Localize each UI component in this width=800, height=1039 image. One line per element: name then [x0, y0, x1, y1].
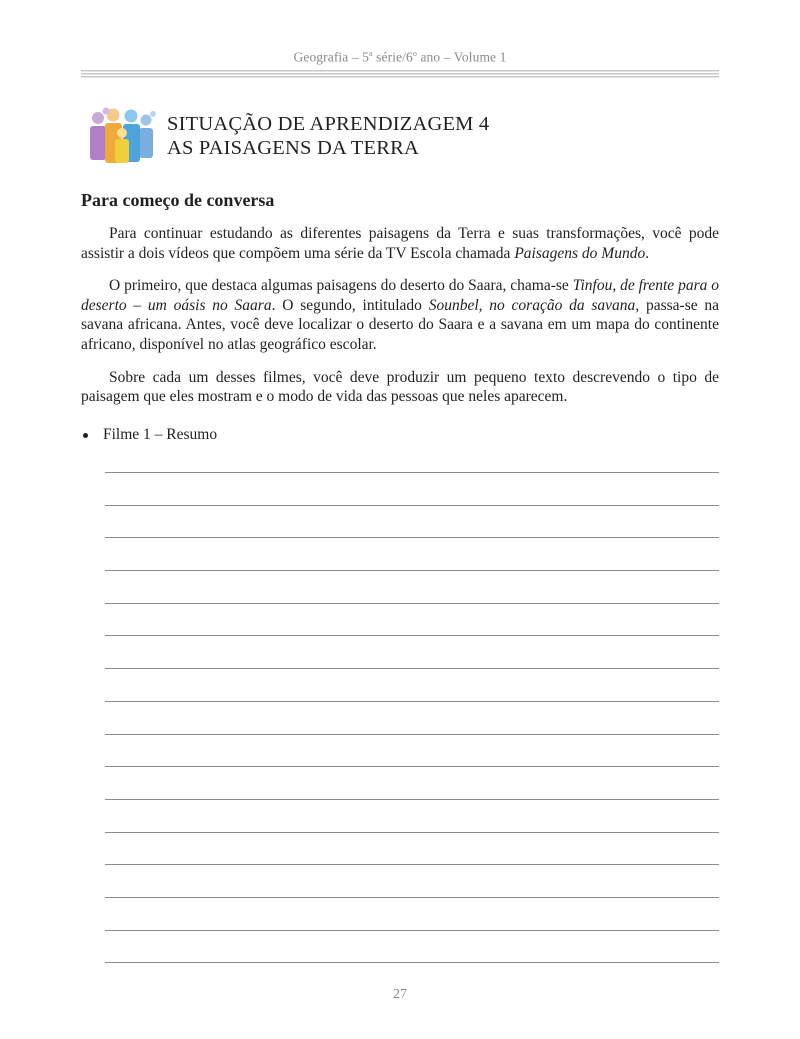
learning-situation-title: [167, 112, 489, 160]
writing-line[interactable]: [105, 799, 719, 800]
writing-line[interactable]: [105, 635, 719, 636]
title-line-1: SITUAÇÃO DE APRENDIZAGEM 4: [167, 113, 490, 135]
bullet-icon: [83, 433, 88, 438]
running-header: Geografia – 5$^a$ série/6$^o$ ano – Volume 1: [293, 49, 507, 65]
paragraph-3: Sobre cada um desses filmes, você deve produzir um pequeno texto descrevendo o tipo de paisagem que eles mostram e o modo de vida das pessoas que neles aparecem.: [81, 368, 719, 406]
title-block: [83, 106, 489, 166]
people-figures-icon: [83, 106, 159, 166]
header-rule: [81, 70, 719, 79]
writing-line[interactable]: [105, 603, 719, 604]
paragraph-2: O primeiro, que destaca algumas paisagens do deserto do Saara, chama-se Tinfou, de frente para o deserto – um oásis no Saara. O segundo, intitulado Sounbel, no coração da savana, passa-se na savana africana. Antes, você deve localizar o deserto do Saara e a savana em um mapa do continente africano, disponível no atlas geográfico escolar.: [81, 277, 720, 353]
bullet-item: [81, 426, 217, 444]
page-number: 27: [393, 987, 407, 1002]
writing-line[interactable]: [105, 668, 719, 669]
title-line-2: AS PAISAGENS DA TERRA: [167, 137, 419, 159]
writing-line[interactable]: [105, 701, 719, 702]
writing-line[interactable]: [105, 962, 719, 963]
bullet-label: Filme 1 – Resumo: [103, 426, 218, 443]
writing-line[interactable]: [105, 832, 719, 833]
writing-line[interactable]: [105, 864, 719, 865]
writing-lines[interactable]: [105, 472, 719, 995]
writing-line[interactable]: [105, 766, 719, 767]
section-heading: Para começo de conversa: [81, 190, 275, 210]
body-text: [81, 224, 719, 420]
writing-line[interactable]: [105, 570, 719, 571]
writing-line[interactable]: [105, 897, 719, 898]
writing-line[interactable]: [105, 505, 719, 506]
paragraph-1: Para continuar estudando as diferentes paisagens da Terra e suas transformações, você pode assistir a dois vídeos que compõem uma série da TV Escola chamada Paisagens do Mundo.: [81, 225, 719, 262]
writing-line[interactable]: [105, 537, 719, 538]
writing-line[interactable]: [105, 472, 719, 473]
writing-line[interactable]: [105, 930, 719, 931]
writing-line[interactable]: [105, 734, 719, 735]
